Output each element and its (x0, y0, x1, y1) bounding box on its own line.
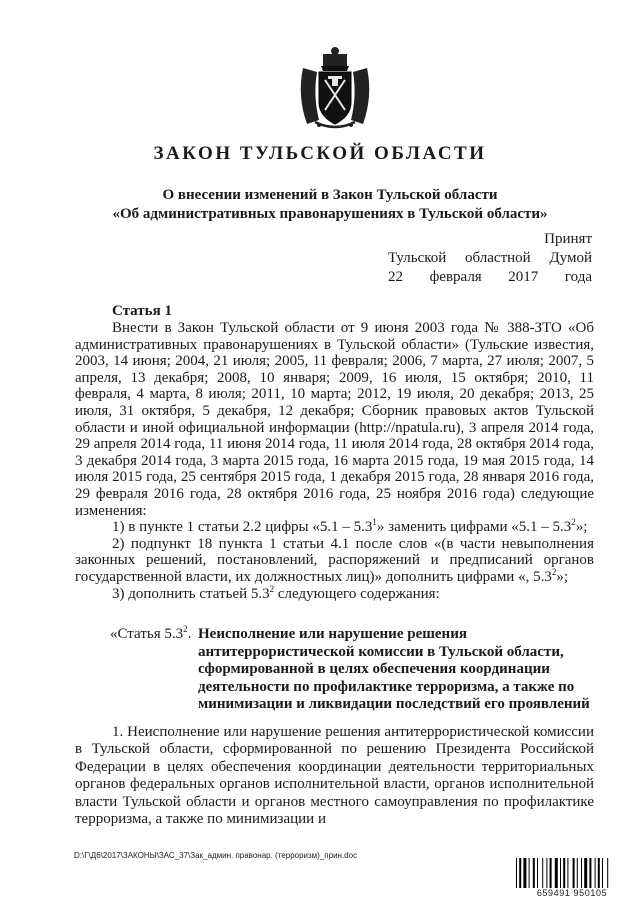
article-1-item-2 (75, 536, 594, 586)
adoption-block (388, 230, 592, 287)
item-3-text-b: следующего содержания: (274, 585, 440, 602)
item-1-text-a: 1) в пункте 1 статьи 2.2 цифры «5.1 – 5.3 (112, 519, 373, 536)
article-5-3-2-lead (110, 626, 191, 644)
article-5-3-2-body (75, 724, 594, 828)
item-1-sup-2: 2 (571, 517, 576, 528)
item-1-sup-1: 1 (372, 517, 377, 528)
article-1-item-1 (75, 519, 594, 536)
article-5-3-2-title: Неисполнение или нарушение решения антитеррористической комиссии в Тульской области, сформированной в целях обеспечения координации деятельности по профилактике терроризма, а также по минимизации и ликвидации последствий его проявлений (198, 626, 590, 713)
adopted-label: Принят (544, 231, 592, 247)
article-5-3-2-lead-text: «Статья 5.3 (110, 626, 184, 642)
article-1-heading: Статья 1 (112, 303, 172, 319)
barcode-number: 659491 950105 (514, 888, 630, 898)
adopted-by: Тульской областной Думой (388, 250, 592, 266)
tula-coat-of-arms-icon (295, 46, 375, 131)
article-1-body (75, 320, 594, 602)
file-path-footer: D:\Г\Д6\2017\ЗАКОНЫ\ЗАС_37\Зак_админ. правонар. (терроризм)_прин.doc (74, 851, 358, 860)
article-5-3-2-para-1: 1. Неисполнение или нарушение решения антитеррористической комиссии в Тульской области, сформированной по решению Президента Российской Федерации в целях обеспечения координации деятельности территориальных органов федеральных органов исполнительной власти, органов исполнительной власти Тульской области и органов местного самоуправления по профилактике терроризма, а также по минимизации и (75, 724, 594, 828)
item-1-text-b: » заменить цифрами «5.1 – 5.3 (376, 519, 572, 536)
article-5-3-2-sup: 2 (183, 624, 188, 634)
adopted-date: 22 февраля 2017 года (388, 269, 592, 285)
subtitle-line-2: «Об административных правонарушениях в Тульской области» (112, 206, 548, 222)
item-1-text-c: »; (575, 519, 588, 536)
document-title: ЗАКОН ТУЛЬСКОЙ ОБЛАСТИ (153, 143, 487, 164)
article-1-intro: Внести в Закон Тульской области от 9 июня 2003 года № 388-ЗТО «Об административных правонарушениях в Тульской области» (Тульские известия, 2003, 14 июня; 2004, 21 июля; 2005, 11 февраля; 2006, 7 марта, 27 июля; 2007, 5 апреля, 13 декабря; 2008, 10 января; 2009, 16 июля, 15 октября; 2010, 11 февраля, 4 марта, 8 июля; 2011, 10 марта; 2012, 19 июля, 20 декабря; 2013, 25 июля, 31 октября, 5 декабря, 12 декабря; Сборник правовых актов Тульской области и иной официальной информации (http://npatula.ru), 3 апреля 2014 года, 29 апреля 2014 года, 11 июня 2014 года, 11 июля 2014 года, 28 октября 2014 года, 3 декабря 2014 года, 3 марта 2015 года, 16 марта 2015 года, 19 мая 2015 года, 14 июля 2015 года, 25 сентября 2015 года, 1 декабря 2015 года, 28 января 2016 года, 29 февраля 2016 года, 28 октября 2016 года, 25 ноября 2016 года) следующие изменения: (75, 320, 594, 519)
item-2-text-b: »; (556, 568, 569, 585)
document-subtitle (60, 186, 600, 224)
article-1-item-3 (75, 583, 594, 603)
item-3-text-a: 3) дополнить статьей 5.3 (112, 585, 270, 602)
item-2-text-a: 2) подпункт 18 пункта 1 статьи 4.1 после слов «(в части невыполнения законных решений, постановлений, распоряжений и предписаний органов государственной власти, их должностных лиц)» дополнить цифрами «, 5.3 (75, 535, 594, 585)
item-2-sup: 2 (551, 566, 557, 577)
article-5-3-2-lead-end: . (187, 626, 192, 642)
item-3-sup: 2 (269, 583, 275, 594)
subtitle-line-1: О внесении изменений в Закон Тульской области (162, 187, 498, 203)
article-5-3-2-heading (110, 626, 594, 714)
